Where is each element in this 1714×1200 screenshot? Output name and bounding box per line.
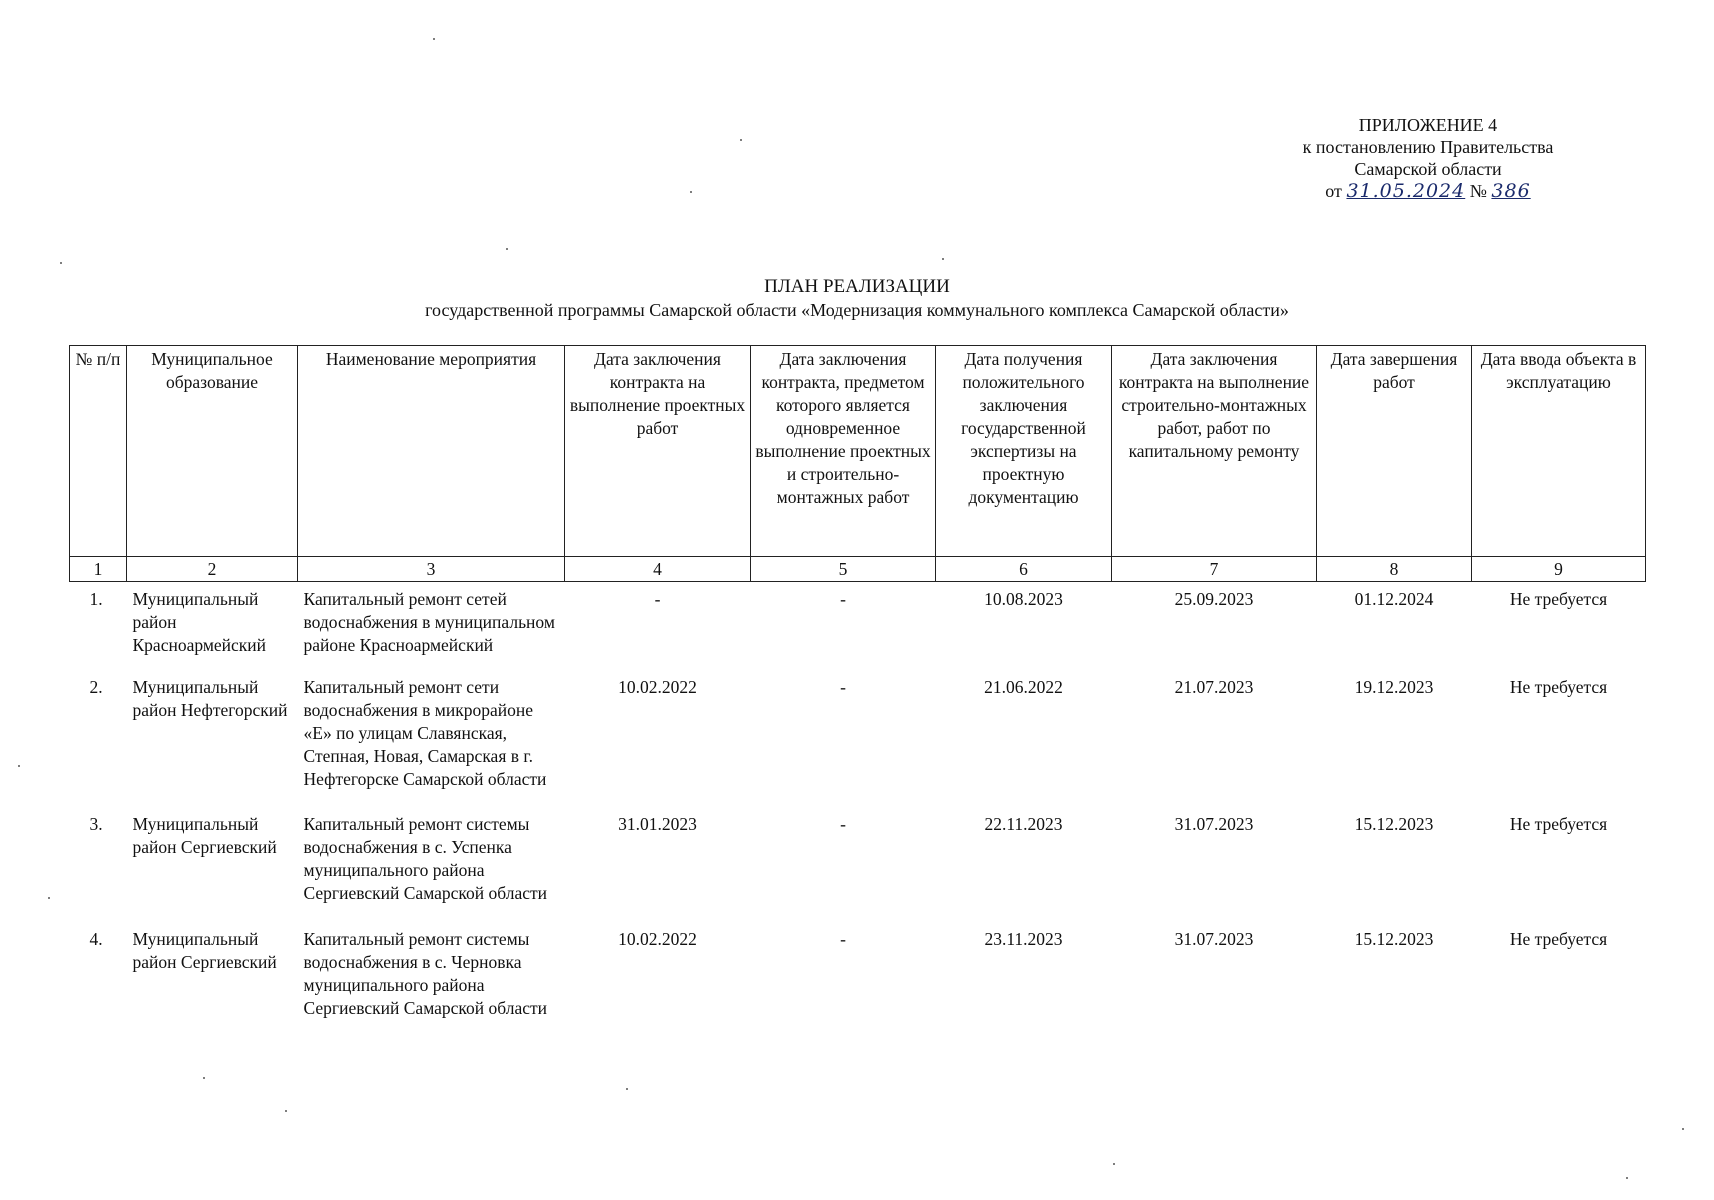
row-number: 1. — [89, 589, 103, 609]
header-cell: Муниципальное образование — [127, 346, 298, 557]
scan-speck — [285, 1110, 287, 1112]
scan-speck — [506, 248, 508, 250]
scan-speck — [60, 262, 62, 264]
column-number-row — [70, 557, 1646, 582]
header-cell: Дата заключения контракта, предметом которого является одновременное выполнение проектных и строительно-монтажных работ — [751, 346, 936, 557]
column-number: 6 — [936, 557, 1112, 582]
design-contract-date: - — [654, 589, 661, 609]
expertise-date: 10.08.2023 — [984, 589, 1063, 609]
expertise-date: 21.06.2022 — [984, 677, 1063, 697]
municipality-cell: Муниципальный район Нефтегорский — [132, 677, 288, 720]
scan-speck — [1682, 1128, 1684, 1130]
scan-speck — [1113, 1163, 1115, 1165]
completion-date: 15.12.2023 — [1354, 814, 1434, 834]
column-number: 9 — [1472, 557, 1646, 582]
header-row — [70, 346, 1646, 557]
design-contract-date: 10.02.2022 — [618, 677, 697, 697]
header-cell: Дата ввода объекта в эксплуатацию — [1472, 346, 1646, 557]
commissioning-date: Не требуется — [1509, 589, 1608, 609]
row-number: 3. — [89, 814, 103, 834]
scan-speck — [1626, 1177, 1628, 1179]
scan-speck — [626, 1088, 628, 1090]
construction-contract-date: 21.07.2023 — [1174, 677, 1254, 697]
column-number: 2 — [127, 557, 298, 582]
municipality-cell: Муниципальный район Красноармейский — [132, 589, 267, 655]
combined-contract-date: - — [840, 929, 846, 949]
expertise-date: 22.11.2023 — [984, 814, 1063, 834]
table-row — [70, 813, 1646, 928]
table-row — [70, 928, 1646, 1042]
table-row — [70, 674, 1646, 813]
appendix-line-3: Самарской области — [1354, 159, 1502, 179]
handwritten-date: 31.05.2024 — [1346, 180, 1466, 202]
expertise-date: 23.11.2023 — [984, 929, 1063, 949]
measure-cell: Капитальный ремонт сети водоснабжения в микрорайоне «Е» по улицам Славянская, Степная, Новая, Самарская в г. Нефтегорске Самарской области — [303, 677, 547, 789]
appendix-line-2: к постановлению Правительства — [1302, 137, 1554, 157]
document-title: ПЛАН РЕАЛИЗАЦИИ — [764, 276, 950, 297]
commissioning-date: Не требуется — [1509, 814, 1608, 834]
municipality-cell: Муниципальный район Сергиевский — [132, 814, 277, 857]
handwritten-number: 386 — [1491, 180, 1531, 202]
date-prefix: от — [1325, 181, 1342, 201]
scan-speck — [18, 765, 20, 767]
scan-speck — [942, 258, 944, 260]
header-cell: Наименование мероприятия — [298, 346, 565, 557]
appendix-title: ПРИЛОЖЕНИЕ 4 — [1358, 115, 1498, 135]
combined-contract-date: - — [840, 589, 846, 609]
appendix-block — [1230, 114, 1626, 202]
plan-table — [69, 345, 1646, 1042]
number-prefix: № — [1469, 181, 1487, 201]
design-contract-date: 10.02.2022 — [618, 929, 697, 949]
measure-cell: Капитальный ремонт сетей водоснабжения в муниципальном районе Красноармейский — [303, 589, 555, 655]
row-number: 4. — [89, 929, 103, 949]
design-contract-date: 31.01.2023 — [618, 814, 697, 834]
commissioning-date: Не требуется — [1509, 677, 1608, 697]
header-cell: Дата заключения контракта на выполнение строительно-монтажных работ, работ по капитальному ремонту — [1112, 346, 1317, 557]
column-number: 1 — [70, 557, 127, 582]
scan-speck — [690, 191, 692, 193]
column-number: 4 — [565, 557, 751, 582]
row-number: 2. — [89, 677, 103, 697]
construction-contract-date: 31.07.2023 — [1174, 929, 1254, 949]
table-row — [70, 582, 1646, 675]
completion-date: 15.12.2023 — [1354, 929, 1434, 949]
column-number: 5 — [751, 557, 936, 582]
appendix-date-line — [1230, 180, 1626, 202]
header-cell: № п/п — [70, 346, 127, 557]
completion-date: 01.12.2024 — [1354, 589, 1434, 609]
document-subtitle: государственной программы Самарской области «Модернизация коммунального комплекса Самарской области» — [425, 300, 1289, 320]
construction-contract-date: 31.07.2023 — [1174, 814, 1254, 834]
combined-contract-date: - — [840, 677, 846, 697]
column-number: 8 — [1317, 557, 1472, 582]
scan-speck — [203, 1077, 205, 1079]
measure-cell: Капитальный ремонт системы водоснабжения в с. Черновка муниципального района Сергиевский Самарской области — [303, 929, 548, 1018]
municipality-cell: Муниципальный район Сергиевский — [132, 929, 277, 972]
commissioning-date: Не требуется — [1509, 929, 1608, 949]
header-cell: Дата завершения работ — [1317, 346, 1472, 557]
measure-cell: Капитальный ремонт системы водоснабжения в с. Успенка муниципального района Сергиевский Самарской области — [303, 814, 548, 903]
scan-speck — [740, 139, 742, 141]
header-cell: Дата заключения контракта на выполнение проектных работ — [565, 346, 751, 557]
combined-contract-date: - — [840, 814, 846, 834]
scan-speck — [433, 38, 435, 40]
scan-speck — [48, 897, 50, 899]
construction-contract-date: 25.09.2023 — [1174, 589, 1254, 609]
completion-date: 19.12.2023 — [1354, 677, 1434, 697]
header-cell: Дата получения положительного заключения государственной экспертизы на проектную документацию — [936, 346, 1112, 557]
column-number: 3 — [298, 557, 565, 582]
column-number: 7 — [1112, 557, 1317, 582]
